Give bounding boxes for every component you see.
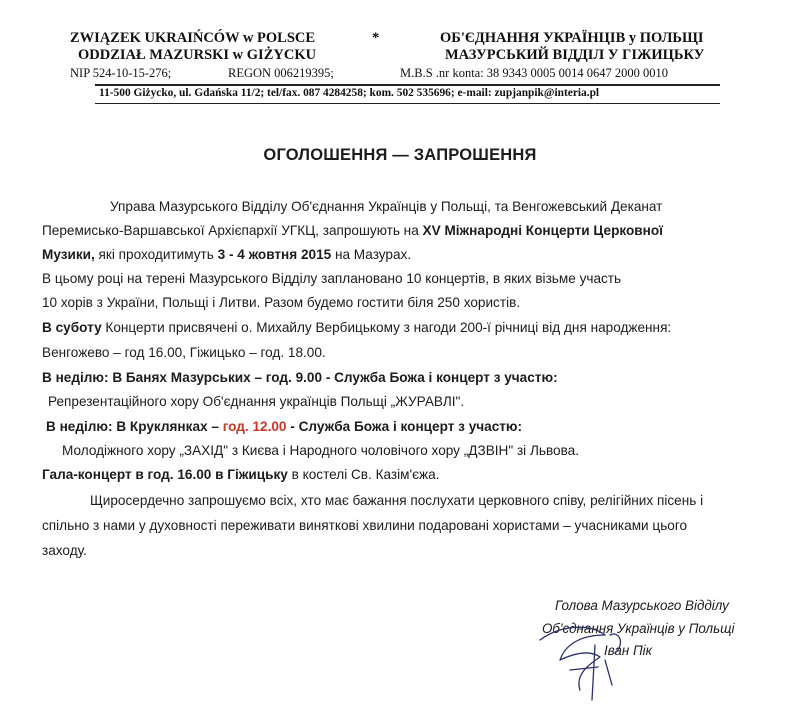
letterhead-rule-top [95, 84, 720, 86]
concert-name: XV Міжнародні Концерти Церковної [422, 223, 663, 238]
body-line-9: Репрезентаційного хору Об'єднання українців Польщі „ЖУРАВЛІ". [48, 394, 465, 409]
body-line-10-start: В неділю: В Круклянках – [46, 419, 223, 434]
body-line-4: В цьому році на терені Мазурського Відділу заплановано 10 концертів, в яких візьме участь [42, 271, 622, 286]
letterhead-separator: * [372, 30, 380, 46]
concert-name-cont: Музики, [42, 247, 95, 262]
signature-name: Іван Пік [604, 643, 652, 658]
letterhead-org-pl: ZWIĄZEK UKRAIŃCÓW w POLSCE [70, 30, 316, 46]
body-line-5: 10 хорів з України, Польщі і Литви. Разом будемо гостити біля 250 хористів. [42, 295, 521, 310]
body-line-10 [46, 418, 522, 436]
signature-title: Голова Мазурського Відділу [555, 598, 729, 613]
concert-dates: 3 - 4 жовтня 2015 [217, 247, 332, 262]
letterhead-rule-bottom [95, 103, 720, 104]
signature-organization: Об'єднання Українців у Польщі [542, 621, 735, 636]
body-line-2-text: Перемисько-Варшавської Архієпархії УГКЦ, запрошують на [42, 223, 423, 238]
document-title: ОГОЛОШЕННЯ — ЗАПРОШЕННЯ [263, 146, 537, 164]
body-line-11: Молодіжного хору „ЗАХІД" з Києва і Народного чоловічого хору „ДЗВІН" зі Львова. [62, 443, 580, 458]
body-line-14: спільно з нами у духовності переживати виняткові хвилини подаровані хористами – учасниками цього [42, 518, 688, 533]
body-line-13: Щиросердечно запрошуємо всіх, хто має бажання послухати церковного співу, релігійних пісень і [90, 493, 704, 508]
highlighted-time: год. 12.00 [222, 419, 287, 434]
body-line-3-text: які проходитимуть [94, 247, 218, 262]
letterhead-regon: REGON 006219395; [228, 66, 334, 80]
body-line-3 [42, 246, 411, 264]
body-line-3-end: на Мазурах. [331, 247, 412, 262]
letterhead-branch-ua: МАЗУРСЬКИЙ ВІДДІЛ У ГІЖИЦЬКУ [445, 47, 705, 63]
body-line-6-text: Концерти присвячені о. Михайлу Вербицькому з нагоди 200-ї річниці від дня народження: [101, 320, 672, 335]
body-line-12-text: в костелі Св. Казім'єжа. [287, 467, 440, 482]
body-line-10-end: - Служба Божа і концерт з участю: [286, 419, 523, 434]
body-line-1: Управа Мазурського Відділу Об'єднання Українців у Польщі, та Венгожевський Деканат [110, 199, 663, 214]
body-line-2 [42, 222, 663, 240]
body-line-7: Венгожево – год 16.00, Гіжицько – год. 18.00. [42, 345, 326, 360]
saturday-label: В суботу [42, 320, 102, 335]
letterhead-account: M.B.S .nr konta: 38 9343 0005 0014 0647 2000 0010 [400, 66, 669, 80]
body-line-15: заходу. [42, 543, 87, 558]
letterhead-nip: NIP 524-10-15-276; [70, 66, 172, 80]
letterhead-branch-pl: ODDZIAŁ MAZURSKI w GIŻYCKU [78, 47, 317, 63]
letterhead-address: 11-500 Giżycko, ul. Gdańska 11/2; tel/fax. 087 4284258; kom. 502 535696; e-mail: zupjanpik@interia.pl [99, 87, 600, 99]
letterhead-org-ua: ОБ'ЄДНАННЯ УКРАЇНЦІВ у ПОЛЬЩІ [440, 30, 704, 46]
gala-concert: Гала-концерт в год. 16.00 в Гіжицьку [42, 467, 288, 482]
handwritten-signature [520, 605, 660, 705]
body-line-8: В неділю: В Банях Мазурських – год. 9.00 - Служба Божа і концерт з участю: [42, 370, 558, 385]
body-line-12 [42, 466, 439, 484]
body-line-6 [42, 319, 671, 337]
